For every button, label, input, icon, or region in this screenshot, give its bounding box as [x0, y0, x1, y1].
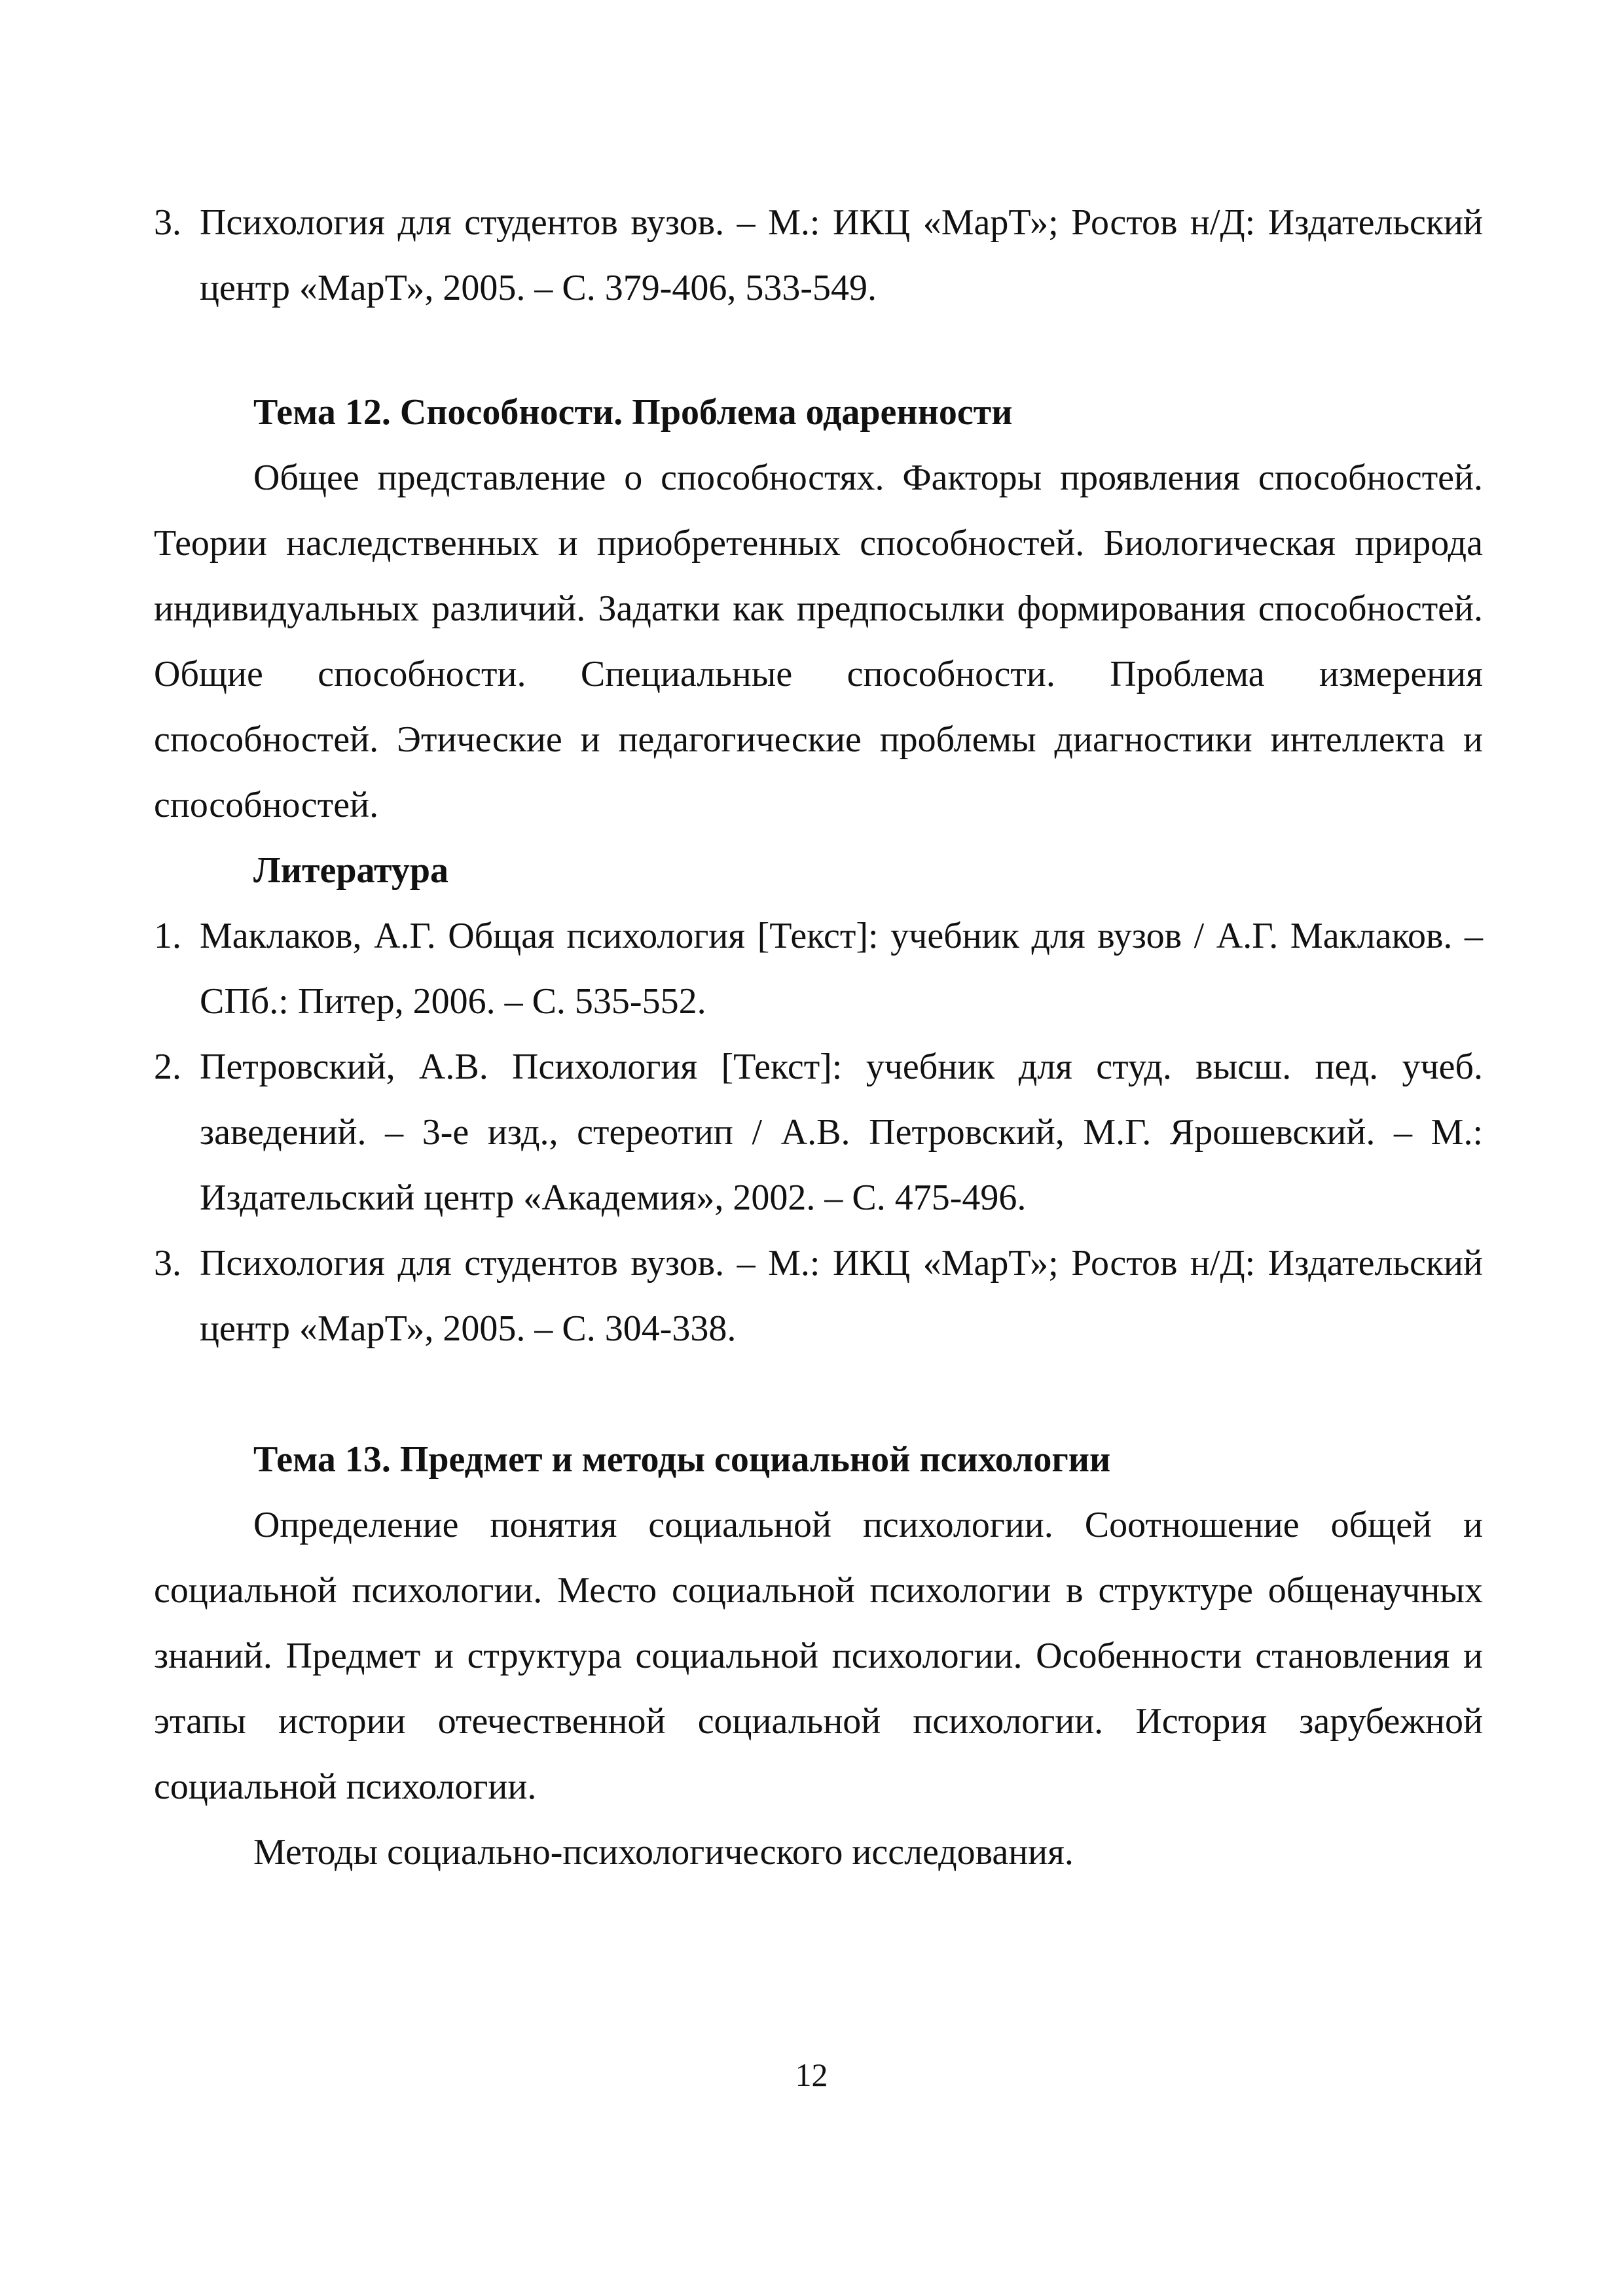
topic13-paragraph-1: Определение понятия социальной психологии. Соотношение общей и социальной психологии. Место социальной психологии в структуре общенаучных знаний. Предмет и структура социальной психологии. Особенности становления и этапы истории отечественной социальной психологии. История зарубежной социальной психологии. — [154, 1505, 1483, 1807]
reference-number: 2. — [154, 1047, 181, 1087]
topic12-heading: Тема 12. Способности. Проблема одаренности — [253, 392, 1013, 433]
reference-number: 3. — [154, 202, 181, 243]
topic12-paragraph: Общее представление о способностях. Факторы проявления способностей. Теории наследственных и приобретенных способностей. Биологическая природа индивидуальных различий. Задатки как предпосылки формирования способностей. Общие способности. Специальные способности. Проблема измерения способностей. Этические и педагогические проблемы диагностики интеллекта и способностей. — [154, 457, 1483, 825]
reference-text: Маклаков, А.Г. Общая психология [Текст]: учебник для вузов / А.Г. Маклаков. – СПб.: Питер, 2006. – С. 535-552. — [200, 916, 1483, 1022]
topic12-reference-1 — [154, 903, 1483, 1034]
reference-number: 3. — [154, 1243, 181, 1283]
top-reference — [154, 190, 1483, 321]
page-number: 12 — [795, 2056, 828, 2093]
topic13-paragraph-2: Методы социально-психологического исследования. — [253, 1832, 1074, 1873]
topic13-heading: Тема 13. Предмет и методы социальной психологии — [253, 1439, 1111, 1480]
topic12-reference-3 — [154, 1230, 1483, 1361]
reference-text: Психология для студентов вузов. – М.: ИКЦ «МарТ»; Ростов н/Д: Издательский центр «МарТ», 2005. – С. 304-338. — [200, 1243, 1483, 1349]
topic12-literature-heading: Литература — [253, 850, 448, 891]
reference-text: Петровский, А.В. Психология [Текст]: учебник для студ. высш. пед. учеб. заведений. – 3-е изд., стереотип / А.В. Петровский, М.Г. Ярошевский. – М.: Издательский центр «Академия», 2002. – С. 475-496. — [200, 1047, 1483, 1218]
reference-text: Психология для студентов вузов. – М.: ИКЦ «МарТ»; Ростов н/Д: Издательский центр «МарТ», 2005. – С. 379-406, 533-549. — [200, 202, 1483, 308]
topic12-reference-2 — [154, 1034, 1483, 1230]
reference-number: 1. — [154, 916, 181, 956]
